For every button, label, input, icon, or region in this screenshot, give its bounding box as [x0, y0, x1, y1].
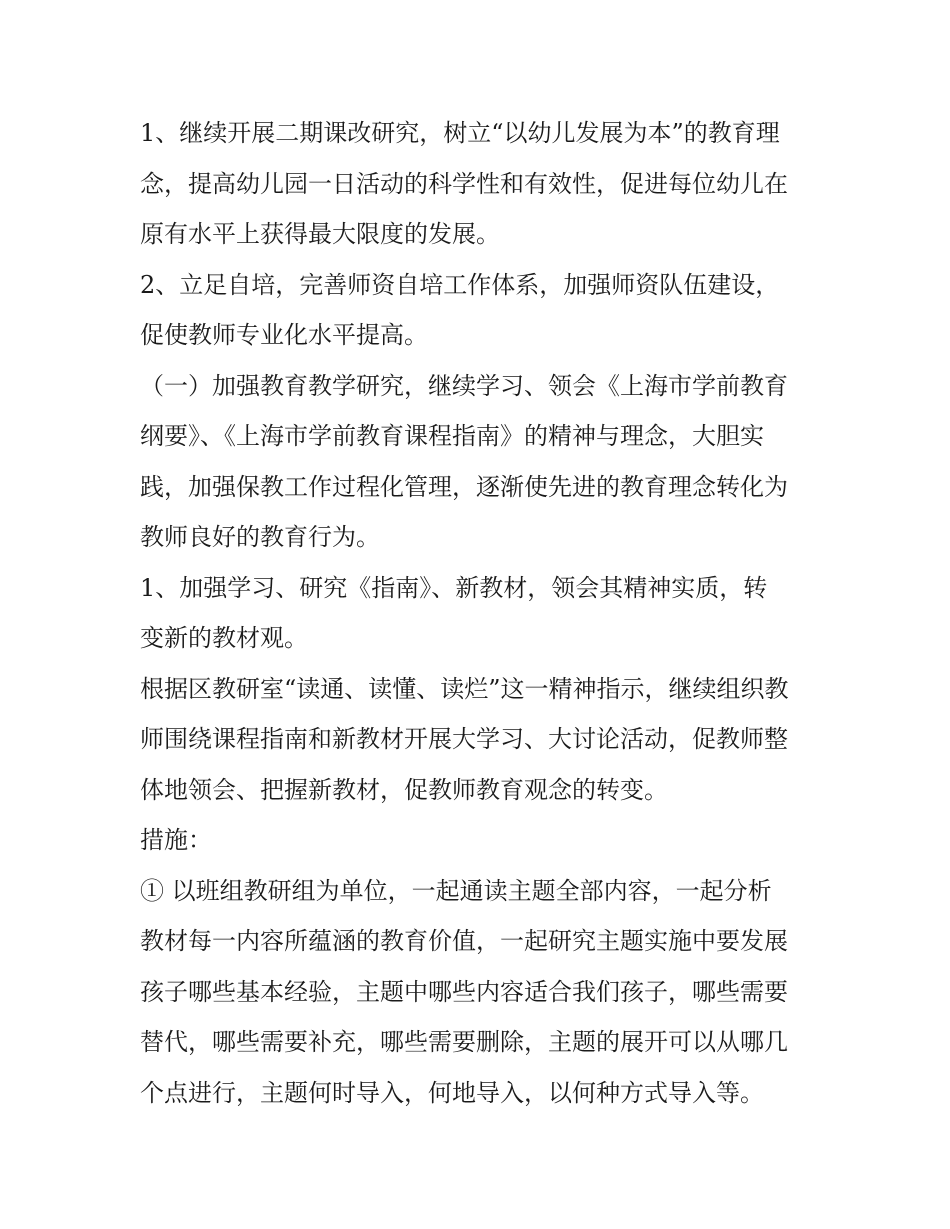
text-line: 个点进行，主题何时导入，何地导入，以何种方式导入等。: [140, 1078, 764, 1107]
text-line: ① 以班组教研组为单位，一起通读主题全部内容，一起分析: [140, 876, 772, 905]
text-line: 师围绕课程指南和新教材开展大学习、大讨论活动，促教师整: [140, 725, 788, 753]
text-line: 根据区教研室“读通、读懂、读烂”这一精神指示，继续组织教: [140, 674, 789, 703]
text-line: 念，提高幼儿园一日活动的科学性和有效性，促进每位幼儿在: [140, 169, 788, 198]
text-line: 践，加强保教工作过程化管理，逐渐使先进的教育理念转化为: [140, 472, 788, 501]
text-line: （一）加强教育教学研究，继续学习、领会《上海市学前教育: [140, 371, 788, 400]
text-line: 1、加强学习、研究《指南》、新教材，领会其精神实质，转: [140, 573, 768, 602]
document-body: [140, 108, 820, 1118]
text-line: 体地领会、把握新教材，促教师教育观念的转变。: [140, 775, 668, 804]
text-line: 教材每一内容所蕴涵的教育价值，一起研究主题实施中要发展: [140, 927, 788, 955]
text-line: 教师良好的教育行为。: [140, 523, 380, 551]
text-line: 变新的教材观。: [140, 624, 308, 652]
text-line: 孩子哪些基本经验，主题中哪些内容适合我们孩子，哪些需要: [140, 977, 788, 1006]
text-line: 1、继续开展二期课改研究，树立“以幼儿发展为本”的教育理: [140, 119, 780, 147]
text-line: 纲要》、《上海市学前教育课程指南》的精神与理念，大胆实: [140, 422, 764, 450]
text-line: 2、立足自培，完善师资自培工作体系，加强师资队伍建设，: [140, 270, 780, 299]
text-line: 原有水平上获得最大限度的发展。: [140, 220, 500, 248]
text-line: 替代，哪些需要补充，哪些需要删除，主题的展开可以从哪几: [140, 1028, 788, 1056]
text-line: 促使教师专业化水平提高。: [140, 321, 428, 349]
text-line: 措施：: [140, 826, 212, 854]
